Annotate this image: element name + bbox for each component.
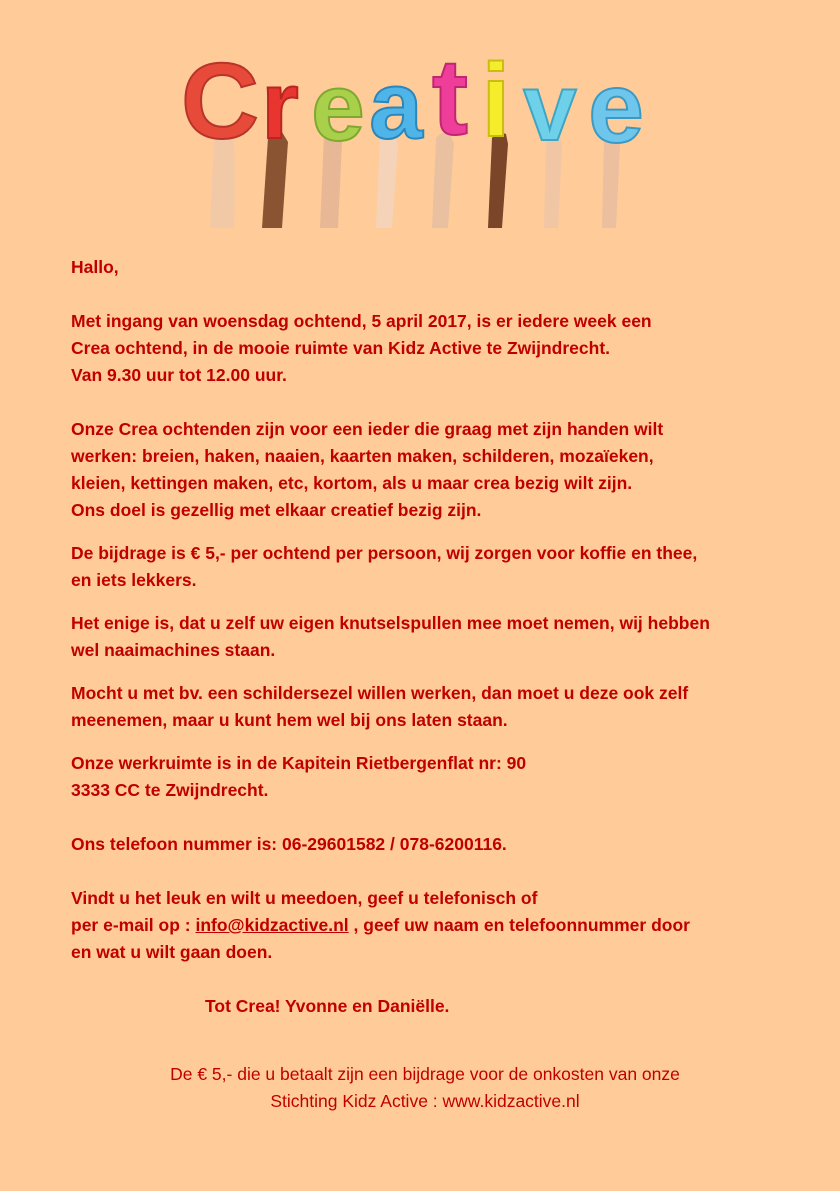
banner-letter-v: v: [523, 54, 577, 161]
banner-letter-r: r: [261, 52, 299, 159]
banner-letter-a: a: [369, 52, 423, 159]
footer-note: [0, 1061, 840, 1115]
creative-banner-image: [170, 42, 670, 228]
paragraph-intro: Met ingang van woensdag ochtend, 5 april 2017, is er iedere week een Crea ochtend, in de mooie ruimte van Kidz Active te Zwijndrecht. Van 9.30 uur tot 12.00 uur.: [71, 311, 652, 385]
signature: Tot Crea! Yvonne en Daniëlle.: [205, 996, 450, 1016]
banner-letter-i: i: [481, 43, 511, 159]
banner-letter-t: t: [432, 42, 468, 157]
banner-letter-e2: e: [588, 52, 644, 164]
paragraph-easel: Mocht u met bv. een schildersezel willen werken, dan moet u deze ook zelf meenemen, maar u kunt hem wel bij ons laten staan.: [71, 683, 689, 730]
banner-letter-c: C: [181, 42, 259, 161]
paragraph-address: Onze werkruimte is in de Kapitein Rietbergenflat nr: 90 3333 CC te Zwijndrecht.: [71, 753, 527, 800]
paragraph-supplies: Het enige is, dat u zelf uw eigen knutselspullen mee moet nemen, wij hebben wel naaimachines staan.: [71, 613, 710, 660]
banner-letters: [181, 42, 644, 164]
paragraph-signup: Vindt u het leuk en wilt u meedoen, geef u telefonisch of per e-mail op : info@kidzactive.nl , geef uw naam en telefoonnummer door en wat u wilt gaan doen.: [71, 888, 690, 962]
email-link[interactable]: info@kidzactive.nl: [195, 915, 349, 935]
banner-letter-e: e: [311, 54, 365, 161]
paragraph-activities: Onze Crea ochtenden zijn voor een ieder die graag met zijn handen wilt werken: breien, haken, naaien, kaarten maken, schilderen, mozaïeken, kleien, kettingen maken, etc, kortom, als u maar crea bezig wilt zijn. Ons doel is gezellig met elkaar creatief bezig zijn.: [71, 419, 664, 520]
paragraph-contribution: De bijdrage is € 5,- per ochtend per persoon, wij zorgen voor koffie en thee, en iets lekkers.: [71, 543, 698, 590]
greeting: Hallo,: [71, 257, 119, 277]
footer-line-1: De € 5,- die u betaalt zijn een bijdrage voor de onkosten van onze: [170, 1064, 680, 1084]
letter-body: [71, 254, 811, 1020]
phone-number: Ons telefoon nummer is: 06-29601582 / 078-6200116.: [71, 834, 507, 854]
creative-hands-illustration: [170, 42, 670, 228]
footer-line-2: Stichting Kidz Active : www.kidzactive.nl: [270, 1091, 580, 1111]
